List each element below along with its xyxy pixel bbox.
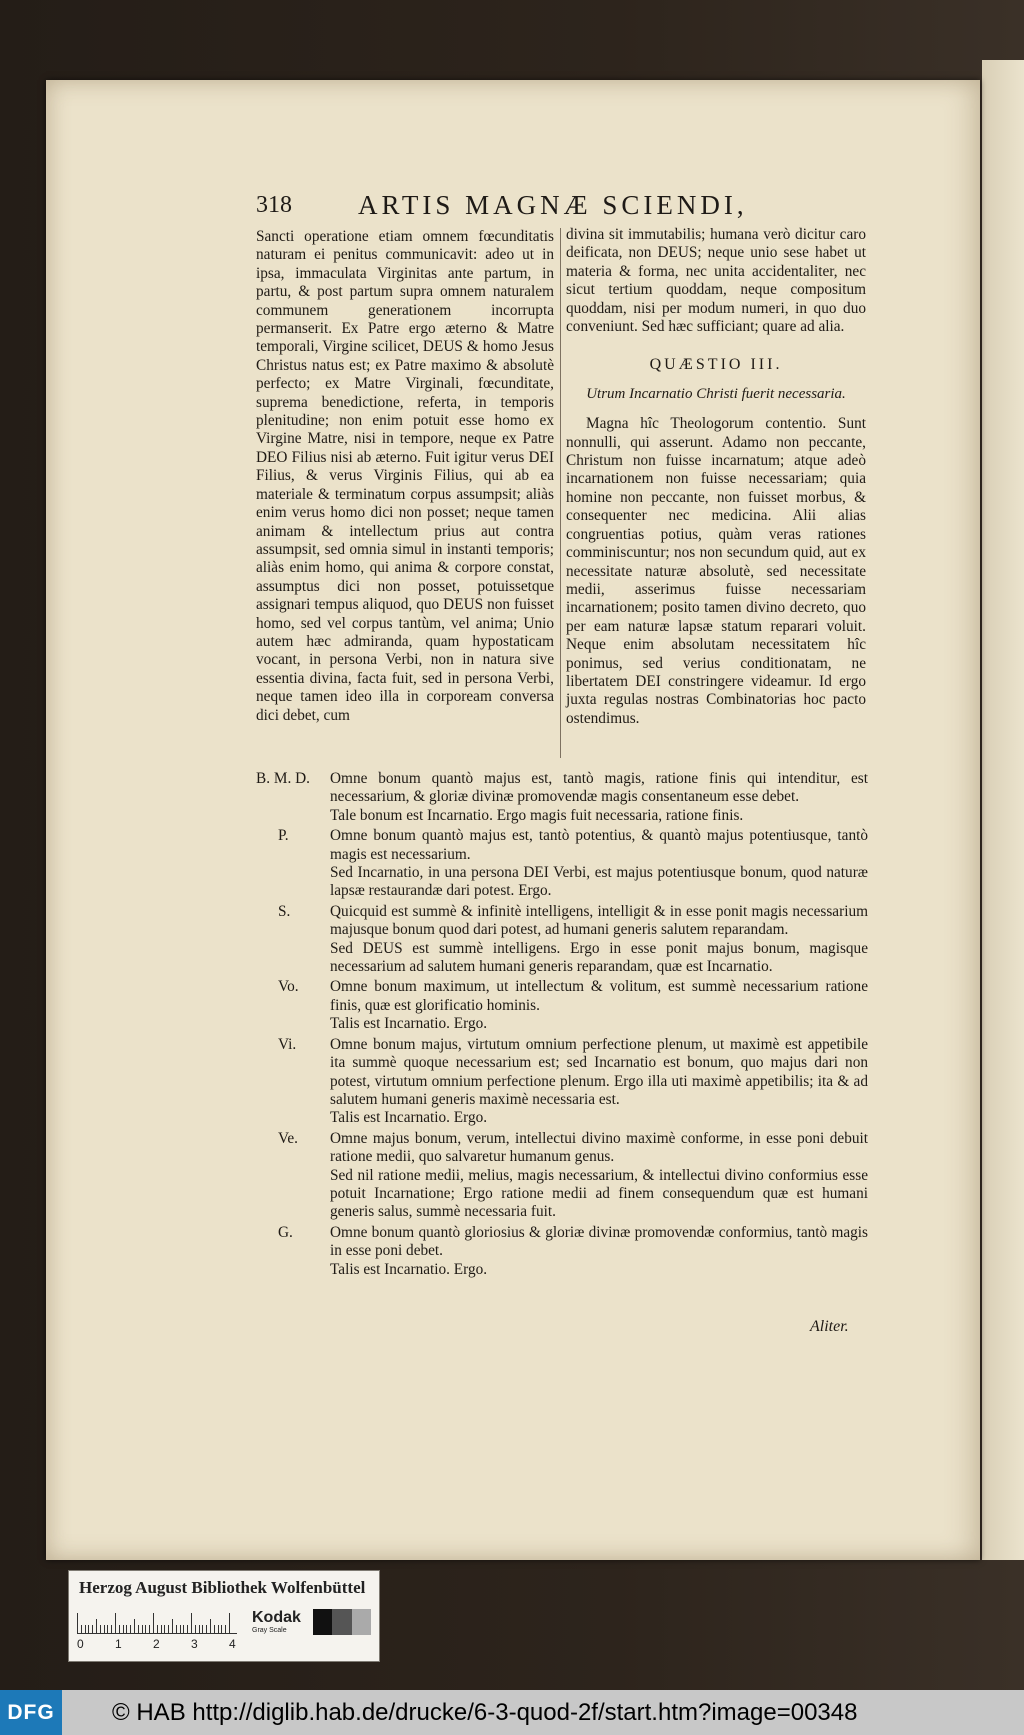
ruler-tick — [81, 1625, 82, 1633]
ruler-tick — [202, 1625, 203, 1633]
ruler-tick — [145, 1625, 146, 1633]
argument-item — [256, 903, 868, 977]
ruler-tick — [126, 1625, 127, 1633]
ruler-tick — [115, 1613, 116, 1633]
ruler-tick — [191, 1613, 192, 1633]
kodak-logo: Kodak — [252, 1609, 301, 1626]
argument-list — [256, 770, 868, 1281]
argument-item — [256, 1224, 868, 1279]
ruler-tick — [199, 1625, 200, 1633]
gray-swatch — [352, 1609, 371, 1635]
argument-label: P. — [278, 827, 289, 845]
argument-minor: Sed DEUS est summè intelligens. Ergo in esse ponit majus bonum, magisque necessarium ad salutem humani generis reparandam, quæ est Incarnatio. — [330, 939, 868, 976]
ruler-tick — [176, 1625, 177, 1633]
right-column — [566, 226, 866, 728]
argument-major: Omne bonum majus, virtutum omnium perfectione plenum, ut maximè est appetibile ita summè quoque necessarium est; sed Incarnatio est bonum, quo majus dari non potest, virtutum omnium perfectione plenum. Ergo illa uti maximè appetibilis; ita & ad salutem humani generis maximè necessaria est. — [330, 1035, 868, 1108]
ruler-tick — [92, 1625, 93, 1633]
ruler-tick — [149, 1625, 150, 1633]
running-title: ARTIS MAGNÆ SCIENDI, — [358, 190, 748, 220]
ruler-label: 3 — [191, 1637, 198, 1651]
argument-major: Omne bonum quantò majus est, tantò magis, ratione finis qui intenditur, est necessarium, & gloriæ divinæ promovendæ magis consentaneum esse debet. — [330, 770, 868, 806]
ruler-label: 0 — [77, 1637, 84, 1651]
ruler-tick — [161, 1625, 162, 1633]
ruler-tick — [138, 1625, 139, 1633]
catchword: Aliter. — [810, 1318, 849, 1335]
question-title: QUÆSTIO III. — [649, 356, 783, 374]
ruler-label: 2 — [153, 1637, 160, 1651]
ruler-tick — [88, 1625, 89, 1633]
library-name: Herzog August Bibliothek Wolfenbüttel — [79, 1578, 366, 1597]
ruler-tick — [111, 1625, 112, 1633]
viewer-footer — [0, 1690, 1024, 1735]
ruler-tick — [206, 1625, 207, 1633]
argument-label: Vo. — [278, 978, 299, 996]
ruler-tick — [107, 1625, 108, 1633]
argument-label: B. M. D. — [256, 770, 310, 787]
argument-label: G. — [278, 1223, 293, 1241]
facing-page-edge — [982, 60, 1024, 1560]
ruler-tick — [142, 1625, 143, 1633]
ruler-tick — [153, 1613, 154, 1633]
ruler-tick — [195, 1625, 196, 1633]
dfg-logo[interactable]: DFG — [0, 1690, 62, 1735]
argument-minor: Talis est Incarnatio. Ergo. — [330, 1109, 488, 1127]
argument-minor: Talis est Incarnatio. Ergo. — [330, 1015, 488, 1033]
argument-minor: Talis est Incarnatio. Ergo. — [330, 1260, 488, 1278]
argument-minor: Sed nil ratione medii, melius, magis necessarium, & intellectui divino conformius esse potuit Incarnatione; Ergo ratione medii ad finem consequendum quæ est humani generis salus, summè necessaria fuit. — [330, 1166, 868, 1221]
ruler-tick — [229, 1613, 230, 1633]
ruler-tick — [123, 1625, 124, 1633]
argument-major: Omne majus bonum, verum, intellectui divino maximè conforme, in esse poni debuit ratione medii, quo salvaretur humanum genus. — [330, 1129, 868, 1166]
argument-item — [256, 1130, 868, 1222]
argument-label: S. — [278, 902, 291, 920]
ruler-tick — [100, 1625, 101, 1633]
ruler-label: 4 — [229, 1637, 236, 1651]
argument-major: Omne bonum quantò gloriosius & gloriæ divinæ promovendæ conformius, tantò magis in esse poni debet. — [330, 1223, 868, 1260]
ruler-tick — [180, 1625, 181, 1633]
ruler-tick — [172, 1619, 173, 1633]
ruler-tick — [85, 1625, 86, 1633]
argument-item — [256, 1036, 868, 1128]
left-column — [256, 228, 554, 725]
ruler-tick — [96, 1619, 97, 1633]
ruler-tick — [214, 1625, 215, 1633]
ruler-tick — [187, 1625, 188, 1633]
argument-major: Omne bonum quantò majus est, tantò potentius, & quantò majus potentiusque, tantò magis est necessarium. — [330, 827, 868, 863]
argument-minor: Sed Incarnatio, in una persona DEI Verbi, est majus potentiusque bonum, quod naturæ lapsæ restaurandæ dari potest. Ergo. — [330, 864, 868, 900]
ruler-tick — [134, 1619, 135, 1633]
argument-item — [256, 827, 868, 901]
argument-major: Omne bonum maximum, ut intellectum & volitum, est summè necessarium ratione finis, quæ est glorificatio hominis. — [330, 978, 868, 1014]
ruler-tick — [210, 1619, 211, 1633]
ruler-scale — [77, 1611, 237, 1634]
gray-swatch — [332, 1609, 351, 1635]
color-calibration-bar — [68, 1570, 380, 1662]
ruler-tick — [104, 1625, 105, 1633]
right-column-intro: divina sit immutabilis; humana verò dicitur caro deificata, non DEUS; neque unio sese habet ut materia & forma, nec unita accidentaliter, nec sicut tertium quoddam, neque compositum quoddam, nisi per modum numeri, in quo duo conveniunt. Sed hæc sufficiant; quare ad alia. — [566, 226, 866, 336]
left-column-text: Sancti operatione etiam omnem fœcunditatis naturam ei penitus communicavit: adeo ut in ipsa, immaculata Virginitas ante partum, in partu, & post partum supra omnem naturalem communem generationem incorrupta permanserit. Ex Patre ergo æterno & Matre temporali, Virgine scilicet, DEUS & homo Jesus Christus natus est; ex Patre maximo & absolutè perfecto; ex Matre Virginali, fœcunditate, suprema benedictione, referta, in temporis plenitudine; non enim potuit esse homo ex Virgine Matre, nisi in tempore, neque ex Patre DEO Filius nisi ab æterno. Fuit igitur verus DEI Filius, & verus Virginis Filius, qui ab ea materiale & terminatum corpus assumpsit; aliàs enim verus homo dici non posset; neque tamen animam & intellectum prius aut contra assumpsit, sed omnia simul in instanti temporis; aliàs enim homo, qui anima & corpore constat, assumptus dici non posset, potuissetque assignari tempus aliquod, quo DEUS non fuisset homo, sed vel corpus tantùm, vel anima; Unio autem hæc admiranda, quam hypostaticam vocant, in persona Verbi, non in natura sive essentia divina, facta fuit, sed in persona Verbi, neque tamen ideo illa in corpoream conversa dici debet, cum — [256, 228, 554, 724]
argument-item — [256, 978, 868, 1033]
ruler-tick — [77, 1613, 78, 1633]
ruler-tick — [130, 1625, 131, 1633]
ruler-tick — [225, 1625, 226, 1633]
copyright-url[interactable]: © HAB http://diglib.hab.de/drucke/6-3-quod-2f/start.htm?image=00348 — [112, 1699, 858, 1726]
ruler-tick — [183, 1625, 184, 1633]
ruler-tick — [218, 1625, 219, 1633]
argument-item — [256, 770, 868, 825]
gray-scale-label: Gray Scale — [252, 1627, 287, 1634]
ruler-tick — [119, 1625, 120, 1633]
ruler-tick — [164, 1625, 165, 1633]
argument-label: Ve. — [278, 1129, 298, 1147]
argument-label: Vi. — [278, 1035, 297, 1053]
column-divider — [560, 228, 561, 758]
ruler-label: 1 — [115, 1637, 122, 1651]
ruler-tick — [157, 1625, 158, 1633]
gray-swatches — [313, 1609, 371, 1635]
question-subtitle: Utrum Incarnatio Christi fuerit necessaria. — [586, 385, 846, 402]
argument-minor: Tale bonum est Incarnatio. Ergo magis fuit necessaria, ratione finis. — [330, 806, 744, 824]
page-header — [256, 190, 868, 224]
page-number: 318 — [256, 192, 292, 218]
right-column-body: Magna hîc Theologorum contentio. Sunt nonnulli, qui asserunt. Adamo non peccante, Christum non fuisse incarnatum; atque adeò incarnationem non fuisse necessariam; quia homine non peccante, non fuisset morbus, & consequenter nec medicina. Alii alias congruentias potius, quàm veras rationes comminiscuntur; nos non secundum quid, aut ex necessitate naturæ absolutè, sed necessitate medii, asserimus fuisse necessariam incarnationem; posito tamen divino decreto, quo per eam naturæ lapsæ statum reparari voluit. Neque enim absolutam necessitatem hîc ponimus, sed verius conditionatam, ne libertatem DEI constringere videamur. Id ergo juxta regulas nostras Combinatorias hoc pacto ostendimus. — [566, 415, 866, 727]
argument-major: Quicquid est summè & infinitè intelligens, intelligit & in esse ponit magis necessarium majusque bonum quod dari potest, ad humani generis salutem reparandam. — [330, 902, 868, 939]
ruler-tick — [221, 1625, 222, 1633]
ruler-tick — [168, 1625, 169, 1633]
gray-swatch — [313, 1609, 332, 1635]
